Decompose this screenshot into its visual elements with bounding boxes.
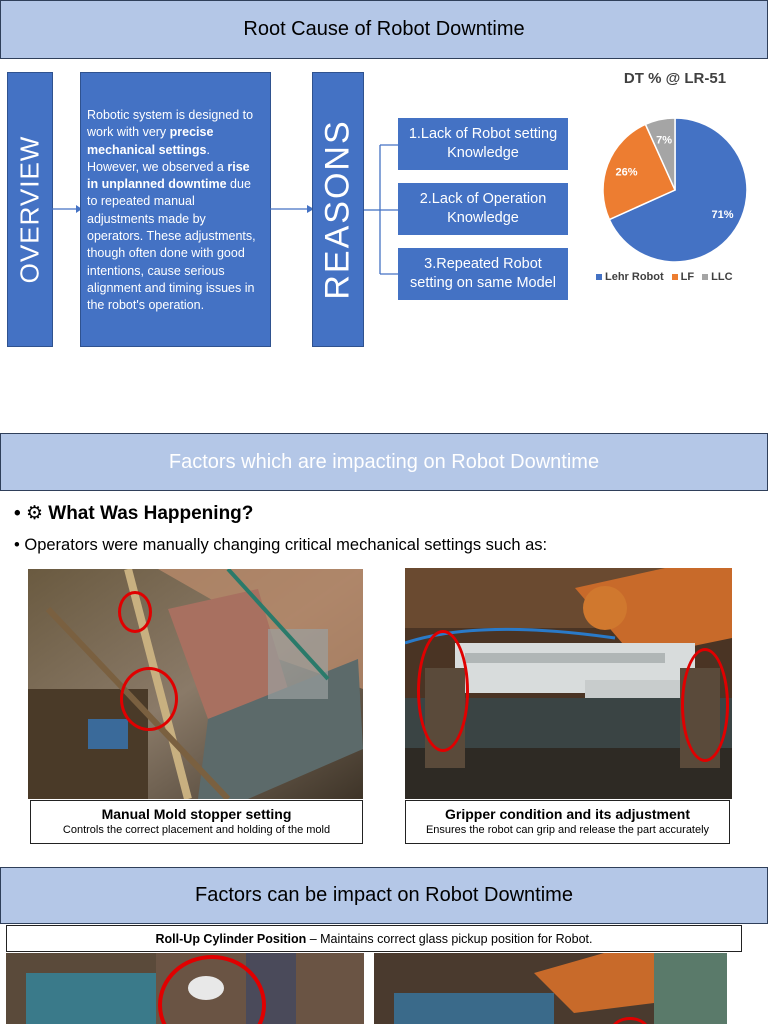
overview-arrow — [52, 202, 82, 216]
section3-title: Factors can be impact on Robot Downtime — [195, 884, 573, 906]
reason-item-3: 3.Repeated Robot setting on same Model — [398, 248, 568, 300]
overview-label-box — [7, 72, 53, 347]
photo-roll-up-cylinder-1 — [6, 953, 364, 1024]
overview-label: OVERVIEW — [14, 135, 45, 284]
reasons-arrow — [270, 202, 314, 216]
pie-label-llc: 7% — [656, 134, 673, 147]
reasons-bracket — [364, 140, 400, 280]
bullet-what-happening: • ⚙ What Was Happening? — [14, 502, 254, 524]
reason-item-1: 1.Lack of Robot setting Knowledge — [398, 118, 568, 170]
caption-subtitle-1: Controls the correct placement and holding of the mold — [62, 824, 331, 836]
chart-legend — [596, 271, 766, 283]
pie-label-lf: 26% — [615, 166, 638, 179]
section3-title-banner — [0, 867, 768, 924]
reasons-label-box — [312, 72, 364, 347]
caption-title-1: Manual Mold stopper setting — [101, 806, 292, 822]
overview-text-3: due to repeated manual adjustments made by operators. These adjustments, though often done with good intentions, cause serious alignment and timing issues in the robot's operation. — [87, 177, 256, 313]
section1-title-banner — [0, 0, 768, 59]
gear-icon: ⚙ — [25, 502, 43, 524]
reason-item-2: 2.Lack of Operation Knowledge — [398, 183, 568, 235]
pie-label-lehr-robot: 71% — [711, 209, 734, 222]
caption-mold-stopper — [30, 800, 363, 844]
bullet-operators: • Operators were manually changing critical mechanical settings such as: — [14, 536, 548, 554]
highlight-circle-3 — [417, 630, 469, 752]
highlight-circle-1 — [118, 591, 152, 633]
highlight-circle-4 — [681, 648, 729, 762]
overview-text-bold-1: precise mechanical settings — [87, 125, 214, 157]
legend-item-lf: LF — [672, 271, 694, 283]
caption-subtitle-2: Ensures the robot can grip and release the part accurately — [425, 824, 710, 836]
overview-text-box — [80, 72, 271, 347]
photo-gripper — [405, 568, 732, 799]
section1-title: Root Cause of Robot Downtime — [243, 18, 525, 40]
legend-item-llc: LLC — [702, 271, 732, 283]
roll-up-cylinder-caption: Roll-Up Cylinder Position – Maintains correct glass pickup position for Robot. — [6, 925, 742, 952]
caption-title-2: Gripper condition and its adjustment — [444, 806, 690, 822]
overview-text-bold-2: rise in unplanned downtime — [87, 159, 250, 192]
reasons-label: REASONS — [318, 119, 357, 300]
section2-title-banner — [0, 433, 768, 491]
pie-chart — [590, 108, 760, 273]
overview-text-2: . However, we observed a — [87, 142, 228, 174]
highlight-circle-2 — [120, 667, 178, 731]
overview-text-1: Robotic system is designed to work with very — [87, 108, 254, 140]
chart-title: DT % @ LR-51 — [623, 70, 727, 87]
section2-title: Factors which are impacting on Robot Downtime — [168, 450, 600, 473]
photo-roll-up-cylinder-2 — [374, 953, 727, 1024]
photo-mold-stopper — [28, 569, 363, 799]
caption-gripper — [405, 800, 730, 844]
legend-item-lehr-robot: Lehr Robot — [596, 271, 664, 283]
